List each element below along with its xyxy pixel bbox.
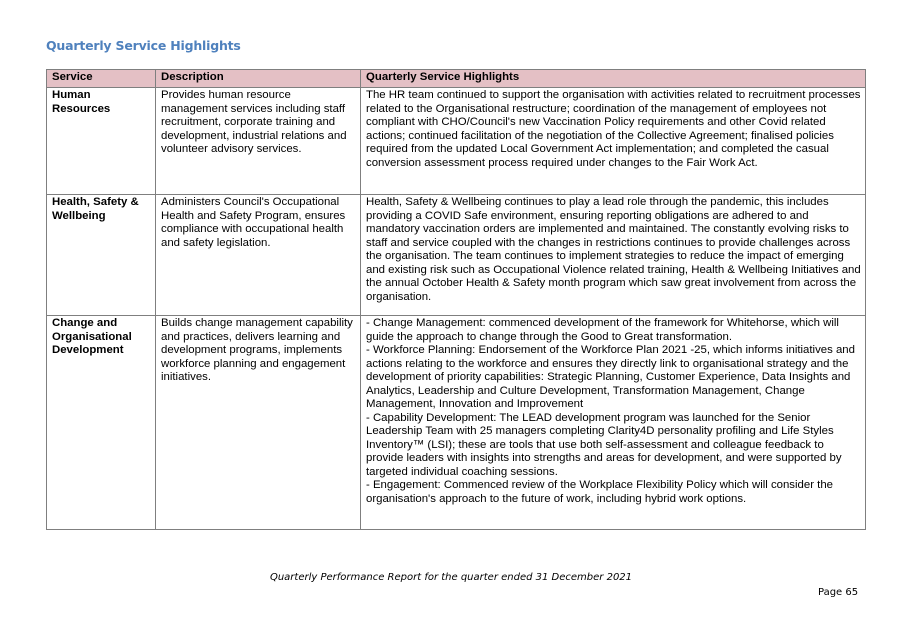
table-row [47,88,866,195]
highlights-cell [361,88,866,195]
highlights-cell [361,195,866,316]
service-cell: Human Resources [47,88,156,195]
description-cell: Builds change management capability and practices, delivers learning and development programs, implements workforce planning and engagement initiatives. [156,316,361,530]
column-header-description: Description [156,70,361,88]
table-row [47,195,866,316]
highlights-cell [361,316,866,530]
footer-report-title: Quarterly Performance Report for the quarter ended 31 December 2021 [269,572,633,583]
table-header-row [47,70,866,88]
page-number: Page 65 [818,587,859,598]
column-header-service: Service [47,70,156,88]
highlight-paragraph: The HR team continued to support the organisation with activities related to recruitment processes related to the Organisational restructure; coordination of the management of employees not compliant with CHO/Council's new Vaccination Policy requirements and other Covid related actions; continued facilitation of the negotiation of the Collective Agreement; finalised policies required from the updated Local Government Act implementation; and completed the casual conversion assessment process required under changes to the Fair Work Act. [366,89,861,169]
description-cell: Provides human resource management services including staff recruitment, corporate training and development, industrial relations and volunteer advisory services. [156,88,361,195]
description-cell: Administers Council's Occupational Health and Safety Program, ensures compliance with occupational health and safety legislation. [156,195,361,316]
page-heading: Quarterly Service Highlights [46,38,241,53]
column-header-highlights: Quarterly Service Highlights [361,70,866,88]
highlight-item-capability-development: - Capability Development: The LEAD development program was launched for the Senior Leadership Team with 25 managers completing Clarity4D personality profiling and Life Styles Inventory™ (LSI); these are tools that use both self-assessment and colleague feedback to provide leaders with insights into strengths and areas for development, and were supported by targeted individual coaching sessions. [366,411,842,478]
highlight-item-engagement: - Engagement: Commenced review of the Workplace Flexibility Policy which will consider the organisation's approach to the future of work, including hybrid work options. [366,479,833,505]
service-highlights-table [46,69,866,530]
service-cell: Health, Safety & Wellbeing [47,195,156,316]
highlight-item-change-management: - Change Management: commenced development of the framework for Whitehorse, which will guide the approach to change through the Good to Great transformation. [366,317,839,343]
highlight-item-workforce-planning: - Workforce Planning: Endorsement of the Workforce Plan 2021 -25, which informs initiatives and actions relating to the workforce and ensures they directly link to organisational strategy and the development of priority capabilities: Strategic Planning, Customer Experience, Data Insights and Analytics, Leadership and Culture Development, Transformation Management, Change Management, Innovation and Improvement [366,344,855,410]
service-cell: Change and Organisational Development [47,316,156,530]
table-row [47,316,866,530]
highlight-paragraph: Health, Safety & Wellbeing continues to play a lead role through the pandemic, this includes providing a COVID Safe environment, ensuring reporting obligations are adhered to and mandatory vaccination orders are implemented and maintained. The constantly evolving risks to staff and service coupled with the changes in restrictions continues to provide challenges across the organisation. The team continues to implement strategies to reduce the impact of emerging and existing risk such as Occupational Violence related training, Health & Wellbeing Initiatives and the annual October Health & Safety month program which saw great involvement from across the organisation. [366,196,861,303]
